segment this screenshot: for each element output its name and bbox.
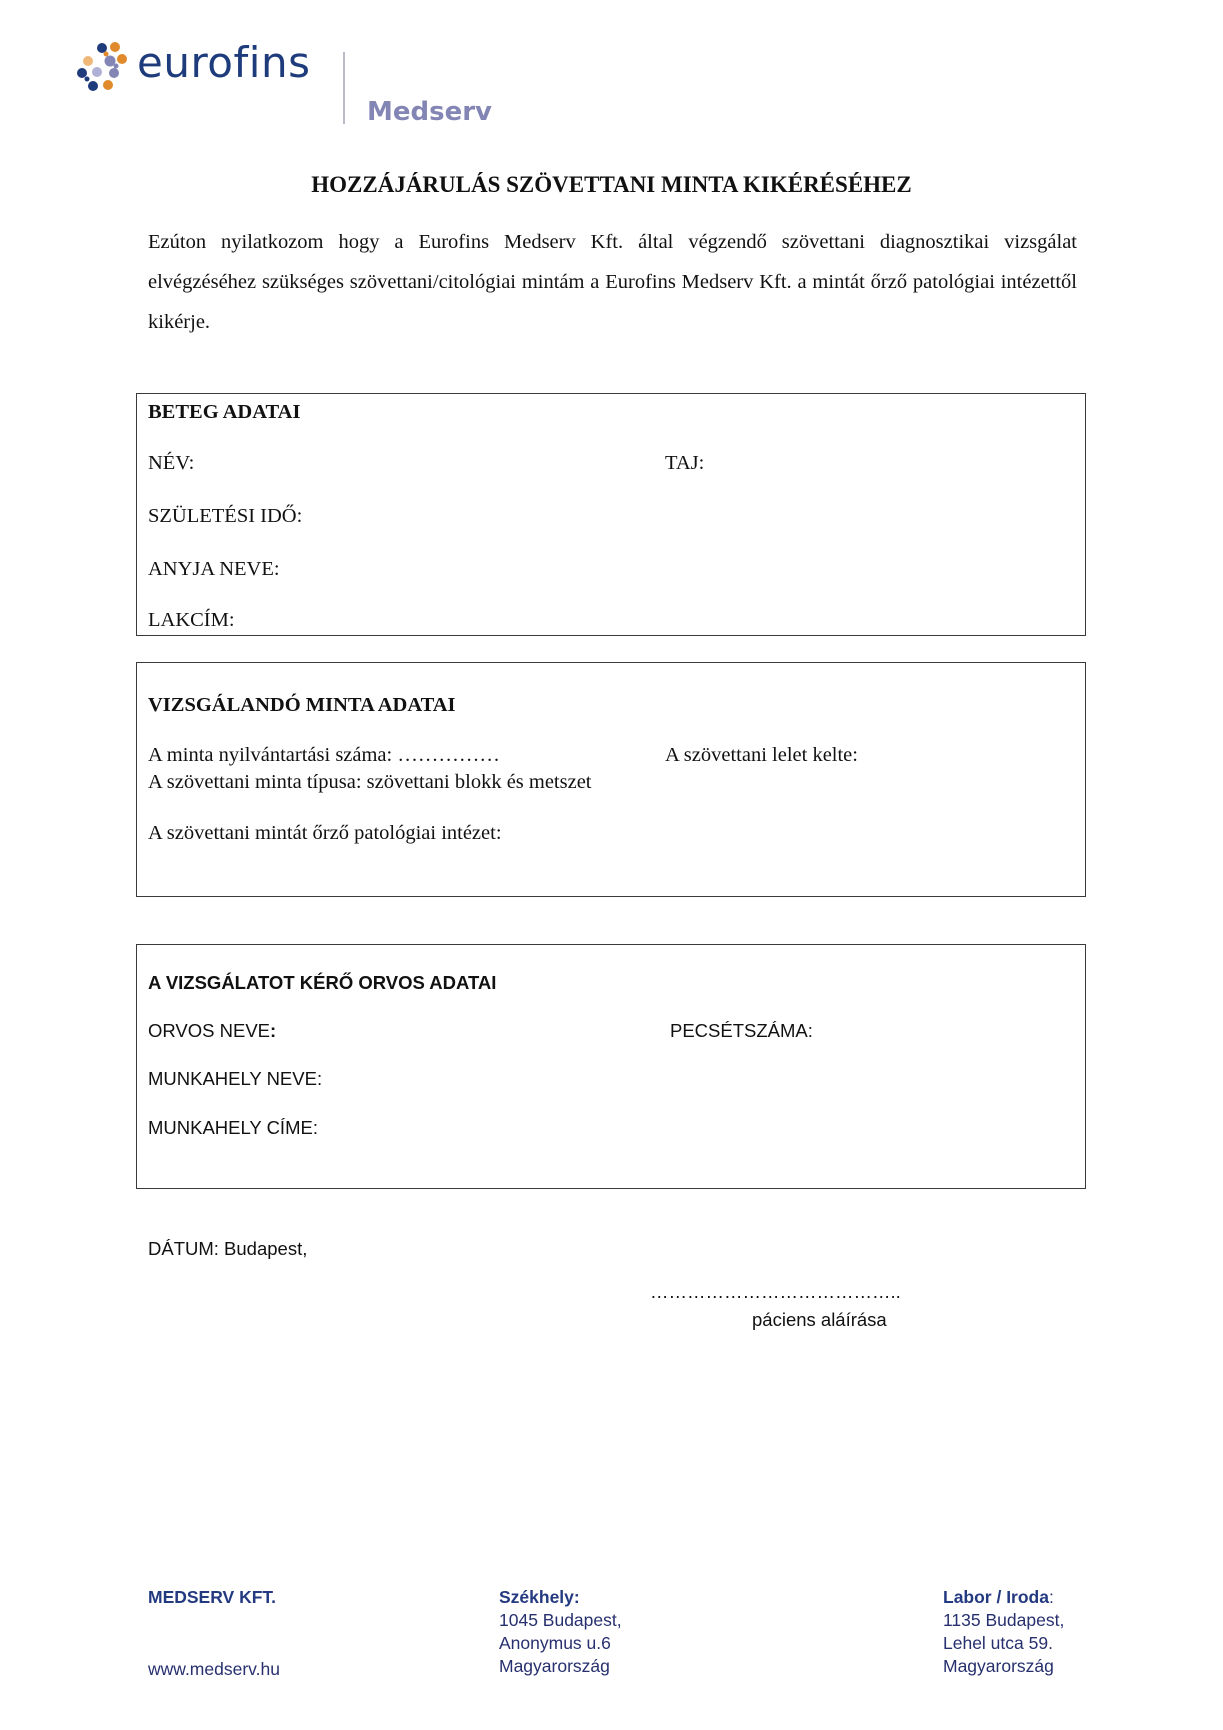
patient-data-section (136, 393, 1086, 636)
section-header: A VIZSGÁLATOT KÉRŐ ORVOS ADATAI (148, 972, 497, 993)
footer-hq-title: Székhely: (499, 1587, 580, 1607)
workplace-name-field[interactable]: MUNKAHELY NEVE: (148, 1068, 323, 1089)
footer-hq-line: Magyarország (499, 1656, 610, 1676)
doctor-name-field[interactable] (148, 1020, 276, 1042)
section-header: BETEG ADATAI (148, 401, 301, 423)
footer-hq (499, 1586, 622, 1678)
signature-label: páciens aláírása (752, 1309, 887, 1330)
footer-lab-line: Magyarország (943, 1656, 1054, 1676)
footer-company: MEDSERV KFT. (148, 1587, 277, 1607)
consent-statement: Ezúton nyilatkozom hogy a Eurofins Medserv Kft. által végzendő szövettani diagnosztikai vizsgálat elvégzéséhez szükséges szövettani/citológiai mintám a Eurofins Medserv Kft. a mintát őrző patológiai intézettől kikérje. (148, 231, 1077, 333)
footer-lab-line: Lehel utca 59. (943, 1633, 1053, 1653)
doctor-data-section (136, 944, 1086, 1189)
logo-sub-brand: Medserv (367, 97, 492, 127)
sample-type-text: A szövettani minta típusa: szövettani blokk és metszet (148, 771, 592, 793)
doctor-stamp-number-field[interactable]: PECSÉTSZÁMA: (670, 1020, 813, 1041)
patient-birth-field[interactable]: SZÜLETÉSI IDŐ: (148, 505, 303, 527)
footer-lab (943, 1586, 1064, 1678)
doctor-name-label: ORVOS NEVE (148, 1020, 271, 1041)
footer-lab-line: 1135 Budapest, (943, 1610, 1065, 1630)
doctor-name-colon: : (270, 1020, 277, 1041)
logo-divider (343, 52, 345, 124)
signature-line[interactable]: ………………………………….. (650, 1281, 901, 1302)
patient-taj-field[interactable]: TAJ: (665, 452, 705, 474)
sample-data-section (136, 662, 1086, 897)
section-header: VIZSGÁLANDÓ MINTA ADATAI (148, 694, 456, 716)
workplace-address-field[interactable]: MUNKAHELY CÍME: (148, 1117, 318, 1138)
patient-mother-name-field[interactable]: ANYJA NEVE: (148, 558, 280, 580)
sample-reg-number-field[interactable]: A minta nyilvántartási száma: …………… (148, 744, 500, 766)
report-date-field[interactable]: A szövettani lelet kelte: (665, 744, 858, 766)
patient-name-field[interactable]: NÉV: (148, 452, 195, 474)
date-field[interactable]: DÁTUM: Budapest, (148, 1238, 308, 1259)
logo-brand-text: eurofins (137, 38, 311, 87)
footer-lab-colon: : (1048, 1587, 1054, 1607)
footer-hq-line: Anonymus u.6 (499, 1633, 611, 1653)
footer-website-link[interactable]: www.medserv.hu (148, 1659, 280, 1679)
patient-address-field[interactable]: LAKCÍM: (148, 609, 235, 631)
document-title: HOZZÁJÁRULÁS SZÖVETTANI MINTA KIKÉRÉSÉHEZ (311, 172, 912, 197)
eurofins-logo-mark-icon (76, 42, 132, 92)
pathology-institute-field[interactable]: A szövettani mintát őrző patológiai intézet: (148, 822, 502, 844)
footer-lab-title: Labor / Iroda (943, 1587, 1049, 1607)
footer-hq-line: 1045 Budapest, (499, 1610, 622, 1630)
